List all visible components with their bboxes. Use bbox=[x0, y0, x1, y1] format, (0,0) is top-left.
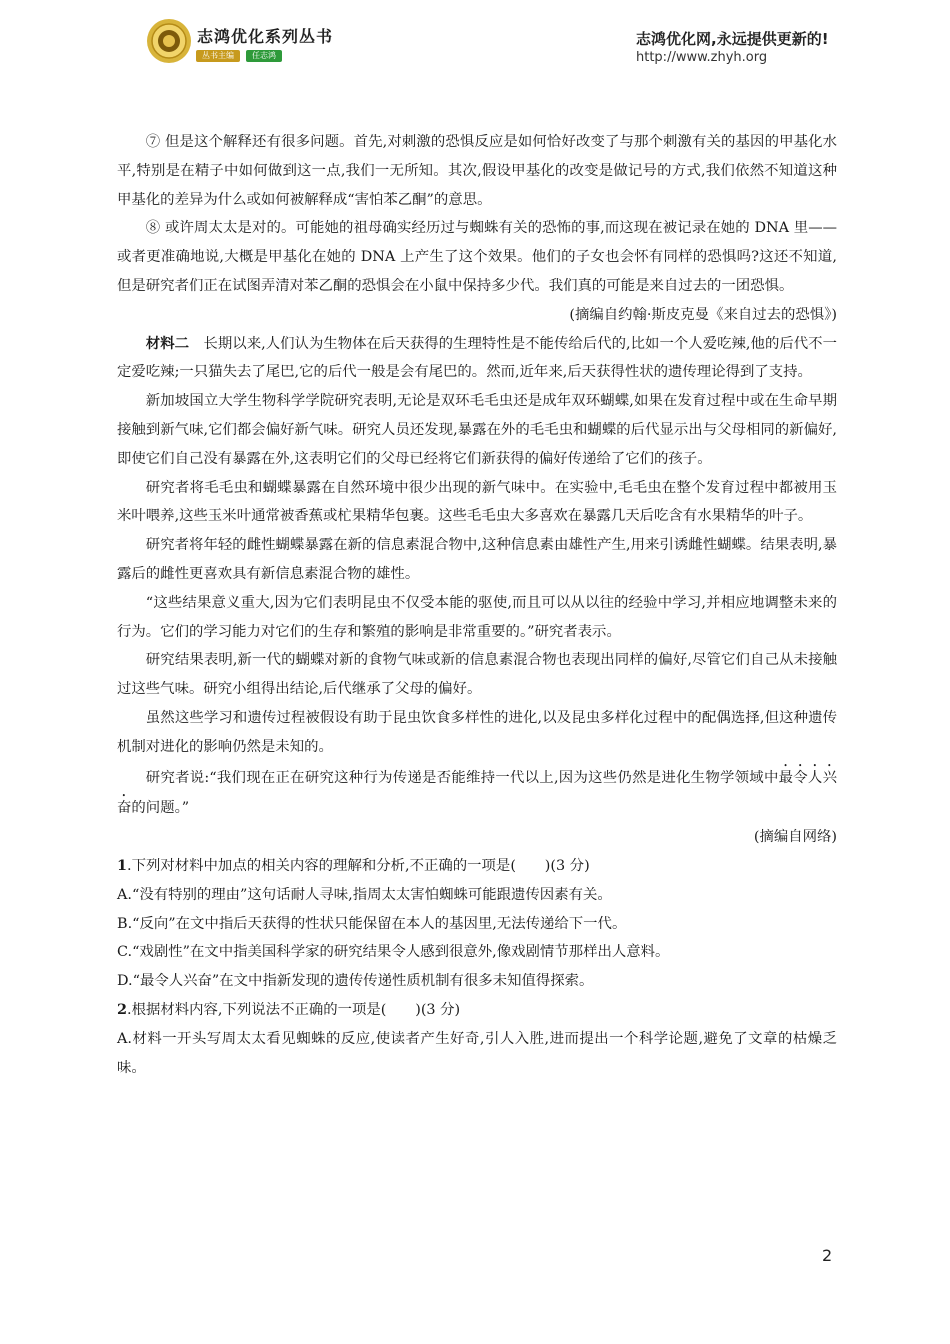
page-number: 2 bbox=[822, 1246, 833, 1265]
question-2-option-a: A.材料一开头写周太太看见蜘蛛的反应,使读者产生好奇,引人入胜,进而提出一个科学论题,避免了文章的枯燥乏味。 bbox=[117, 1030, 837, 1076]
source-citation-2: (摘编自网络) bbox=[753, 829, 837, 846]
editor-name: 任志鸿 bbox=[246, 50, 282, 62]
slogan: 志鸿优化网,永远提供更新的! bbox=[636, 30, 829, 48]
question-1-option-c: C.“戏剧性”在文中指美国科学家的研究结果令人感到很意外,像戏剧情节那样出人意料。 bbox=[117, 944, 670, 961]
editor-label: 丛书主编 bbox=[196, 50, 240, 62]
quote-text: 研究者说:“我们现在正在研究这种行为传递是否能维持一代以上,因为这些仍然是进化生物学领域中 bbox=[145, 769, 779, 786]
question-1-stem bbox=[117, 852, 837, 881]
website-url[interactable]: http://www.zhyh.org bbox=[636, 50, 768, 65]
question-2-number: 2 bbox=[117, 1000, 128, 1018]
page-header bbox=[0, 0, 950, 80]
quote-text-end: 的问题。” bbox=[131, 800, 190, 817]
material-2-intro bbox=[117, 330, 837, 388]
material-2-paragraph: 虽然这些学习和遗传过程被假设有助于昆虫饮食多样性的进化,以及昆虫多样化过程中的配偶选择,但这种遗传机制对进化的影响仍然是未知的。 bbox=[117, 709, 837, 755]
material-2-paragraph: 研究者将年轻的雌性蝴蝶暴露在新的信息素混合物中,这种信息素由雄性产生,用来引诱雌性蝴蝶。结果表明,暴露后的雌性更喜欢具有新信息素混合物的雄性。 bbox=[117, 537, 837, 582]
dotted-phrase: 最令人兴奋 bbox=[117, 769, 837, 817]
question-1-option-b: B.“反向”在文中指后天获得的性状只能保留在本人的基因里,无法传递给下一代。 bbox=[117, 915, 627, 932]
source-citation-1: (摘编自约翰·斯皮克曼《来自过去的恐惧》) bbox=[569, 306, 837, 323]
material-2-text: 长期以来,人们认为生物体在后天获得的生理特性是不能传给后代的,比如一个人爱吃辣,他的后代不一定爱吃辣;一只猫失去了尾巴,它的后代一般是会有尾巴的。然而,近年来,后天获得性状的遗传理论得到了支持。 bbox=[117, 335, 837, 381]
material-2-paragraph: 研究结果表明,新一代的蝴蝶对新的食物气味或新的信息素混合物也表现出同样的偏好,尽管它们自己从未接触过这些气味。研究小组得出结论,后代继承了父母的偏好。 bbox=[117, 652, 837, 698]
book-series-logo-icon bbox=[146, 18, 192, 64]
question-1-option-a: A.“没有特别的理由”这句话耐人寻味,指周太太害怕蜘蛛可能跟遗传因素有关。 bbox=[117, 886, 612, 903]
paragraph-7: ⑦ 但是这个解释还有很多问题。首先,对刺激的恐惧反应是如何恰好改变了与那个刺激有关的基因的甲基化水平,特别是在精子中如何做到这一点,我们一无所知。其次,假设甲基化的改变是做记号的方式,我们依然不知道这种甲基化的差异为什么或如何被解释成“害怕苯乙酮”的意思。 bbox=[117, 134, 837, 208]
question-1-option-d: D.“最令人兴奋”在文中指新发现的遗传传递性质机制有很多未知值得探索。 bbox=[117, 973, 594, 990]
material-2-paragraph: 研究者将毛毛虫和蝴蝶暴露在自然环境中很少出现的新气味中。在实验中,毛毛虫在整个发育过程中都被用玉米叶喂养,这些玉米叶通常被香蕉或杧果精华包裹。这些毛毛虫大多喜欢在暴露几天后吃含有水果精华的叶子。 bbox=[117, 479, 837, 525]
question-2-text: .根据材料内容,下列说法不正确的一项是( )(3 分) bbox=[127, 1001, 461, 1018]
material-2-label: 材料二 bbox=[145, 334, 190, 352]
question-1-text: .下列对材料中加点的相关内容的理解和分析,不正确的一项是( )(3 分) bbox=[127, 857, 590, 874]
question-1-number: 1 bbox=[117, 856, 128, 874]
document-body bbox=[117, 128, 837, 1082]
material-2-quote bbox=[117, 762, 837, 824]
series-title: 志鸿优化系列丛书 bbox=[197, 27, 334, 46]
material-2-paragraph: 新加坡国立大学生物科学学院研究表明,无论是双环毛毛虫还是成年双环蝴蝶,如果在发育过程中或在生命早期接触到新气味,它们都会偏好新气味。研究人员还发现,暴露在外的毛毛虫和蝴蝶的后代显示出与父母相同的新偏好,即使它们自己没有暴露在外,这表明它们的父母已经将它们新获得的偏好传递给了它们的孩子。 bbox=[117, 393, 837, 467]
material-2-paragraph: “这些结果意义重大,因为它们表明昆虫不仅受本能的驱使,而且可以从以往的经验中学习,并相应地调整未来的行为。它们的学习能力对它们的生存和繁殖的影响是非常重要的。”研究者表示。 bbox=[117, 594, 837, 640]
paragraph-8: ⑧ 或许周太太是对的。可能她的祖母确实经历过与蜘蛛有关的恐怖的事,而这现在被记录在她的 DNA 里——或者更准确地说,大概是甲基化在她的 DNA 上产生了这个效果。他们的子女也会怀有同样的恐惧吗?这还不知道,但是研究者们正在试图弄清对苯乙酮的恐惧会在小鼠中保持多少代。我们真的可能是来自过去的一团恐惧。 bbox=[117, 220, 837, 294]
question-2-stem bbox=[117, 996, 837, 1025]
